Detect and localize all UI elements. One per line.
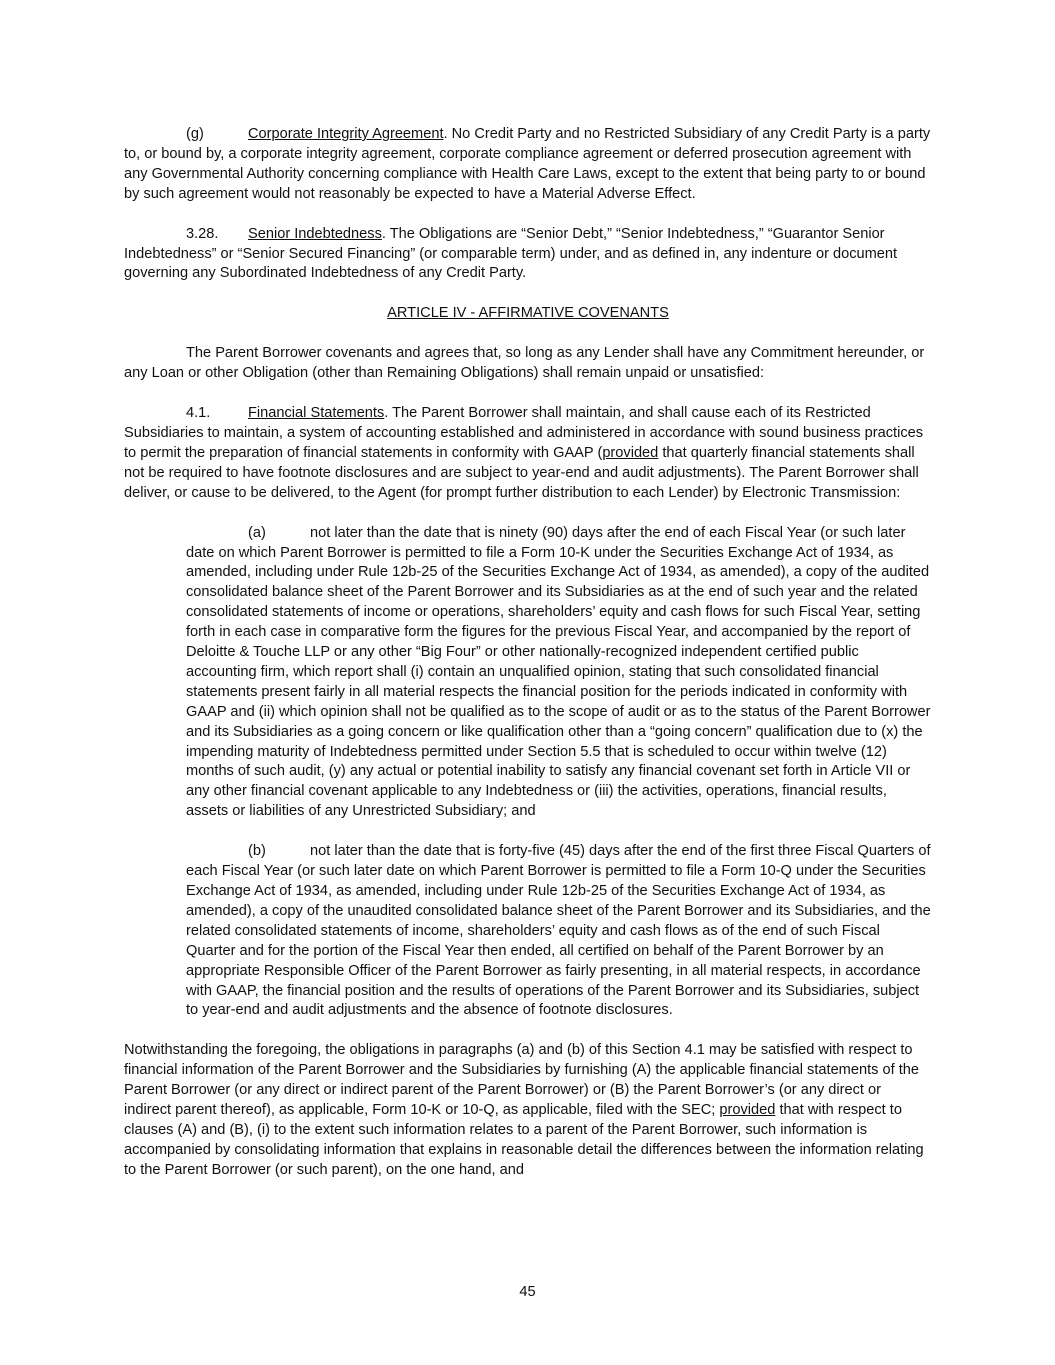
- clause-b: [186, 842, 932, 1021]
- section-title: Financial Statements: [248, 405, 385, 422]
- article-heading: ARTICLE IV - AFFIRMATIVE COVENANTS: [387, 305, 669, 322]
- clause-body: not later than the date that is ninety (90) days after the end of each Fiscal Year (or such later date on which Parent Borrower is permitted to file a Form 10-K under the Securities Exchange Act of 1934, as amended, including under Rule 12b-25 of the Securities Exchange Act of 1934, as amended), a copy of the audited consolidated balance sheet of the Parent Borrower and its Subsidiaries as at the end of such year and the related consolidated statements of income or operations, shareholders’ equity and cash flows for such Fiscal Year, setting forth in each case in comparative form the figures for the previous Fiscal Year, and accompanied by the report of Deloitte & Touche LLP or any other “Big Four” or other nationally-recognized independent certified public accounting firm, which report shall (i) contain an unqualified opinion, stating that such consolidated financial statements present fairly in all material respects the financial position for the periods indicated in conformity with GAAP and (ii) which opinion shall not be qualified as to the scope of audit or as to the status of the Parent Borrower and its Subsidiaries as a going concern or like qualification other than a “going concern” qualification due to (x) the impending maturity of Indebtedness permitted under Section 5.5 that is scheduled to occur within twelve (12) months of such audit, (y) any actual or potential inability to satisfy any financial covenant set forth in Article VII or any other financial covenant applicable to any Indebtedness or (iii) the activities, operations, financial results, assets or liabilities of any Unrestricted Subsidiary; and: [186, 524, 931, 820]
- section-title: Corporate Integrity Agreement: [248, 126, 444, 142]
- section-number: (g): [186, 126, 204, 142]
- paragraph-body: Notwithstanding the foregoing, the obligations in paragraphs (a) and (b) of this Section 4.1 may be satisfied with respect to financial information of the Parent Borrower and the Subsidiaries by furnishing (A) the applicable financial statements of the Parent Borrower (or any direct or indirect parent of the Parent Borrower) or (B) the Parent Borrower’s (or any direct or indirect parent thereof), as applicable, Form 10-K or 10-Q, as applicable, filed with the SEC;: [124, 1042, 919, 1119]
- section-body: . No Credit Party and no Restricted Subsidiary of any Credit Party is a party to, or bound by, a corporate integrity agreement, corporate compliance agreement or deferred prosecution agreement with any Governmental Authority concerning compliance with Health Care Laws, except to the extent that being party to or bound by such agreement would not reasonably be expected to have a Material Adverse Effect.: [124, 126, 931, 202]
- section-body: . The Obligations are “Senior Debt,” “Senior Indebtedness,” “Guarantor Senior Indebtedness” or “Senior Secured Financing” (or comparable term) under, and as defined in, any indenture or document governing any Subordinated Indebtedness of any Credit Party.: [124, 225, 898, 282]
- clause-number: (b): [248, 843, 266, 860]
- section-number: 4.1.: [186, 405, 211, 422]
- clause-number: (a): [248, 524, 266, 541]
- notwithstanding-paragraph: [124, 1041, 932, 1180]
- document-page: [124, 125, 932, 1181]
- clause-body: not later than the date that is forty-five (45) days after the end of the first three Fiscal Quarters of each Fiscal Year (or such later date on which Parent Borrower is permitted to file a Form 10-Q under the Securities Exchange Act of 1934, as amended, including under Rule 12b-25 of the Securities Exchange Act of 1934, as amended), a copy of the unaudited consolidated balance sheet of the Parent Borrower and its Subsidiaries, and the related consolidated statements of income, shareholders’ equity and cash flows as of the end of such Fiscal Quarter and for the portion of the Fiscal Year then ended, all certified on behalf of the Parent Borrower by an appropriate Responsible Officer of the Parent Borrower as fairly presenting, in all material respects, in accordance with GAAP, the financial position and the results of operations of the Parent Borrower and its Subsidiaries, subject to year-end and audit adjustments and the absence of footnote disclosures.: [186, 843, 931, 1019]
- paragraph-body-continued: that with respect to clauses (A) and (B), (i) to the extent such information relates to a parent of the Parent Borrower, such information is accompanied by consolidating information that explains in reasonable detail the differences between the information relating to the Parent Borrower (or such parent), on the one hand, and: [124, 1102, 924, 1178]
- section-body-continued: that quarterly financial statements shall not be required to have footnote disclosures and are subject to year-end and audit adjustments). The Parent Borrower shall deliver, or cause to be delivered, to the Agent (for prompt further distribution to each Lender) by Electronic Transmission:: [124, 444, 919, 501]
- article-intro: The Parent Borrower covenants and agrees that, so long as any Lender shall have any Commitment hereunder, or any Loan or other Obligation (other than Remaining Obligations) shall remain unpaid or unsatisfied:: [124, 345, 925, 382]
- provided-term: provided: [602, 444, 659, 461]
- section-number: 3.28.: [186, 225, 219, 242]
- clause-a: [186, 524, 932, 823]
- provided-term: provided: [719, 1102, 776, 1119]
- section-title: Senior Indebtedness: [248, 225, 382, 242]
- section-4-1: [124, 404, 932, 504]
- section-3-27-g: [124, 125, 932, 205]
- page-number: 45: [519, 1284, 536, 1300]
- section-body: . The Parent Borrower shall maintain, and shall cause each of its Restricted Subsidiaries to maintain, a system of accounting established and administered in accordance with sound business practices to permit the preparation of financial statements in conformity with GAAP (: [124, 405, 924, 461]
- section-3-28: [124, 225, 932, 285]
